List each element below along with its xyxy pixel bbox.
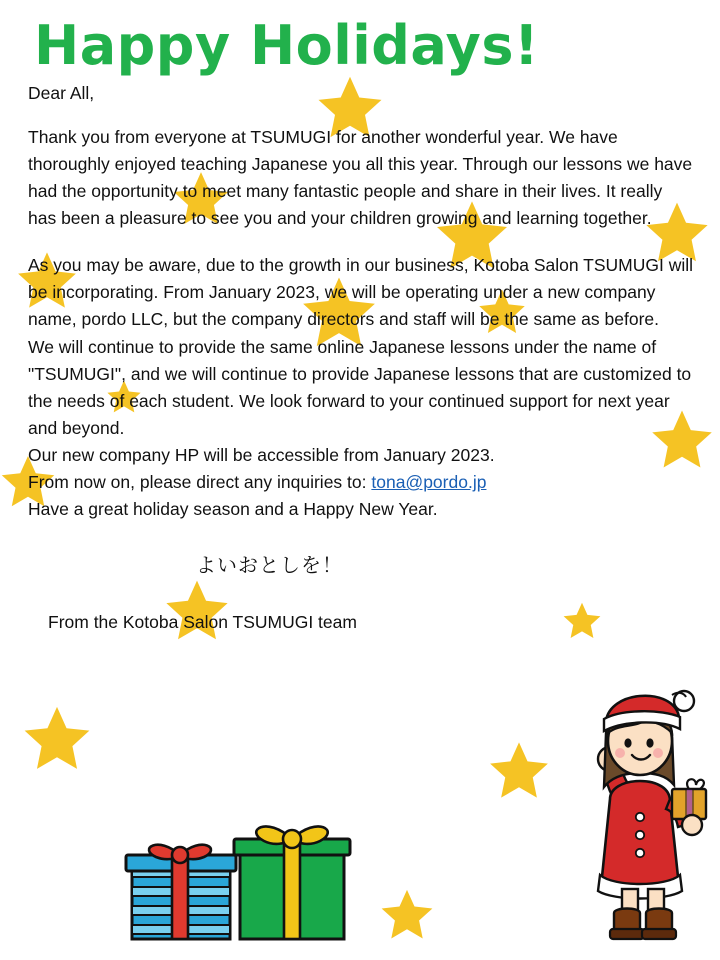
closing-line: Have a great holiday season and a Happy New Year. bbox=[28, 499, 438, 520]
page-title: Happy Holidays! bbox=[34, 14, 540, 77]
gift-boxes-illustration bbox=[118, 811, 358, 956]
paragraph-1: Thank you from everyone at TSUMUGI for another wonderful year. We have thoroughly enjoyed teaching Japanese you all this year. Through our lessons we have had the opportunity to meet many fantastic people and share in their lives. It really has been a pleasure to see you and your children growing and learning together. bbox=[28, 126, 693, 229]
santa-girl-illustration bbox=[544, 681, 714, 954]
contact-email-link[interactable]: tona@pordo.jp bbox=[371, 472, 487, 493]
paragraph-3: We will continue to provide the same online Japanese lessons under the name of "TSUMUGI", and we will continue to provide Japanese lessons that are customized to the needs of each student. We look forward to your continued support for next year and beyond. bbox=[28, 336, 692, 438]
paragraph-4: Our new company HP will be accessible from January 2023. bbox=[28, 445, 495, 466]
signoff: From the Kotoba Salon TSUMUGI team bbox=[48, 612, 357, 633]
paragraph-2: As you may be aware, due to the growth in our business, Kotoba Salon TSUMUGI will be incorporating. From January 2023, we will be operating under a new company name, pordo LLC, but the company directors and staff will be the same as before. bbox=[28, 255, 694, 330]
contact-line bbox=[28, 469, 694, 496]
japanese-greeting: よいおとしを！ bbox=[196, 555, 343, 578]
salutation: Dear All, bbox=[28, 82, 95, 103]
contact-line-prefix: From now on, please direct any inquiries to: bbox=[28, 472, 372, 493]
